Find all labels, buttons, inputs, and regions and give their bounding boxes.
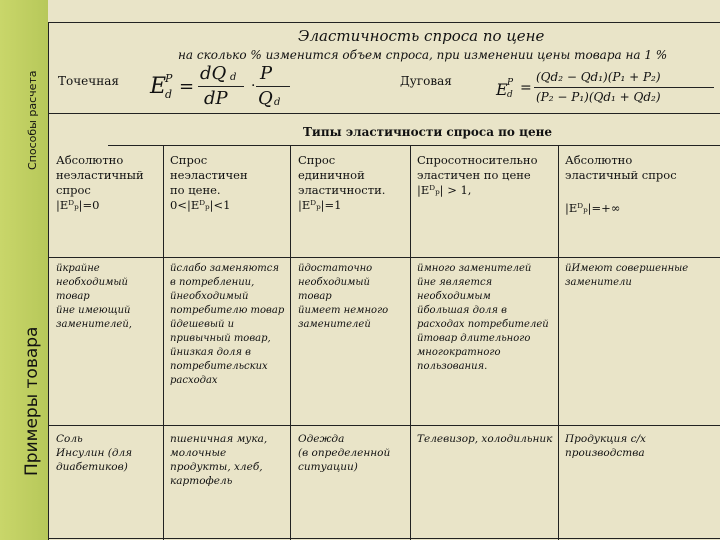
example-column-5: Продукция с/х производства bbox=[565, 433, 646, 459]
document-sheet: Эластичность спроса по цене на сколько % изменится объем спроса, при изменении цены товара на 1 % Точечная Дуговая E P d = dQ d dP · P Q d E P d = (Qd₂ − Qd₁)(P₁ + P₂) (P₂ − P₁)(Qd₁ + Qd₂) Типы эластичности спроса по цене Абсолютно неэластичный спрос |Eᴰₚ|=0 Спрос неэластичен по цене. 0<|Eᴰₚ|<1 Спрос единичной эластичности. |Eᴰₚ|=1 Спросотносительно эластичен по цене |Eᴰₚ| > 1, Абсолютно эластичный спрос |Eᴰₚ|=+∞ üкрайне необходимый товар üне имеющий заменителей, üслабо заменяются в потреблении, üнеобходимый потребителю товар üдешевый и привычный товар, üнизкая доля в потребительских расходах üдостаточно необходимый товар üимеет немного заменителей üмного заменителей üне является необходимым üбольшая доля в расходах потребителей üтовар длительного многократного пользования. üИмеют совершенные заменители Соль Инсулин (для диабетиков) пшеничная мука, молочные продукты, хлеб, картофель Одежда (в определенной ситуации) Телевизор, холодильник Продукция с/х производства bbox=[48, 0, 720, 540]
left-sidebar bbox=[0, 0, 48, 540]
features-column-2: üслабо заменяются в потреблении, üнеобходимый потребителю товар üдешевый и привычный товар, üнизкая доля в потребительских расходах bbox=[170, 263, 285, 386]
features-column-4: üмного заменителей üне является необходимым üбольшая доля в расходах потребителей üтовар длительного многократного пользования. bbox=[417, 263, 549, 372]
type-column-5: Абсолютно эластичный спрос |Eᴰₚ|=+∞ bbox=[565, 153, 677, 215]
example-column-1: Соль Инсулин (для диабетиков) bbox=[56, 433, 133, 473]
types-title: Типы эластичности спроса по цене bbox=[303, 125, 553, 139]
types-header-rule bbox=[108, 145, 720, 146]
col-sep-2 bbox=[290, 145, 291, 540]
page-subtitle: на сколько % изменится объем спроса, при изменении цены товара на 1 % bbox=[178, 48, 668, 62]
features-bottom-rule bbox=[48, 425, 720, 426]
col-sep-4 bbox=[558, 145, 559, 540]
type-column-2: Спрос неэластичен по цене. 0<|Eᴰₚ|<1 bbox=[170, 153, 248, 212]
col-sep-1 bbox=[163, 145, 164, 540]
bottom-rule bbox=[48, 538, 720, 539]
arc-method-label: Дуговая bbox=[400, 74, 452, 88]
example-column-4: Телевизор, холодильник bbox=[417, 433, 553, 445]
examples-side-label: Примеры товара bbox=[22, 326, 42, 476]
top-rule bbox=[48, 22, 720, 23]
page-title: Эластичность спроса по цене bbox=[298, 27, 545, 45]
col-sep-3 bbox=[410, 145, 411, 540]
example-column-2: пшеничная мука, молочные продукты, хлеб, картофель bbox=[170, 433, 268, 487]
methods-bottom-rule bbox=[48, 113, 720, 114]
type-column-3: Спрос единичной эластичности. |Eᴰₚ|=1 bbox=[298, 153, 386, 212]
features-column-1: üкрайне необходимый товар üне имеющий заменителей, bbox=[56, 263, 132, 330]
point-method-label: Точечная bbox=[58, 74, 119, 88]
left-rule bbox=[48, 22, 49, 540]
features-column-3: üдостаточно необходимый товар üимеет немного заменителей bbox=[298, 263, 389, 330]
types-bottom-rule bbox=[48, 257, 720, 258]
features-column-5: üИмеют совершенные заменители bbox=[565, 263, 689, 288]
methods-side-label: Способы расчета bbox=[26, 70, 39, 170]
type-column-4: Спросотносительно эластичен по цене |Eᴰₚ| > 1, bbox=[417, 153, 538, 197]
type-column-1: Абсолютно неэластичный спрос |Eᴰₚ|=0 bbox=[56, 153, 144, 212]
example-column-3: Одежда (в определенной ситуации) bbox=[298, 433, 391, 473]
